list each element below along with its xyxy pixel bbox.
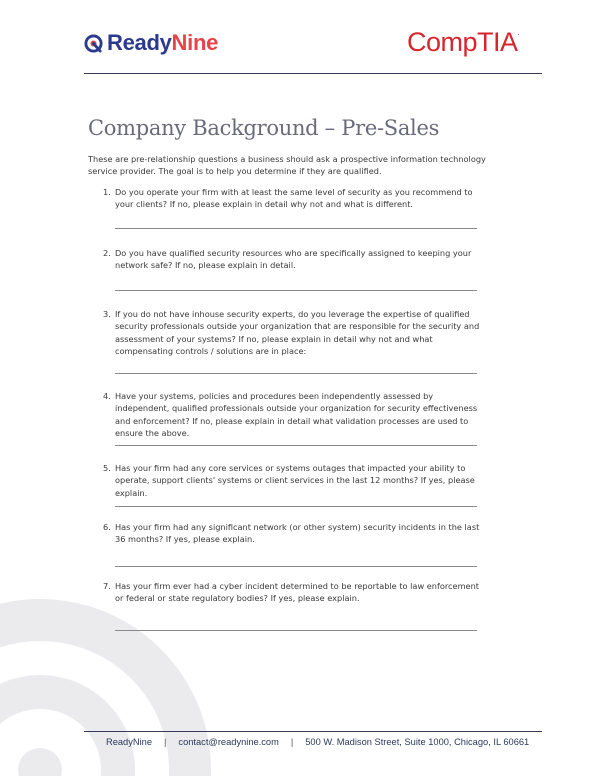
question-number: 1. bbox=[103, 187, 111, 197]
question-3 bbox=[103, 308, 483, 357]
footer-separator: | bbox=[164, 737, 167, 747]
answer-line-3[interactable] bbox=[115, 373, 477, 374]
question-number: 6. bbox=[103, 522, 111, 532]
answer-line-6[interactable] bbox=[115, 566, 477, 567]
answer-line-4[interactable] bbox=[115, 445, 477, 446]
footer-separator: | bbox=[290, 737, 294, 747]
footer-address: 500 W. Madison Street, Suite 1000, Chicago, IL 60661 bbox=[305, 737, 530, 747]
answer-line-2[interactable] bbox=[115, 290, 477, 291]
intro-paragraph: These are pre-relationship questions a business should ask a prospective information technology service provider. The goal is to help you determine if they are qualified. bbox=[88, 154, 486, 177]
question-number: 4. bbox=[103, 391, 111, 401]
footer-divider bbox=[84, 731, 542, 732]
question-text: Have your systems, policies and procedures been independently assessed by independent, qualified professionals outside your organization for security effectiveness and enforcement? If no, please explain in detail what validation processes are used to ensure the above. bbox=[115, 391, 478, 438]
answer-line-1[interactable] bbox=[115, 228, 477, 229]
question-2 bbox=[103, 247, 483, 272]
page-header bbox=[0, 0, 600, 75]
readynine-logo bbox=[84, 32, 218, 54]
footer-company: ReadyNine bbox=[106, 737, 152, 747]
question-number: 3. bbox=[103, 309, 111, 319]
footer-email-link[interactable]: contact@readynine.com bbox=[178, 737, 279, 747]
answer-line-7[interactable] bbox=[115, 630, 477, 631]
comptia-logo bbox=[407, 29, 519, 56]
answer-line-5[interactable] bbox=[115, 506, 477, 507]
question-text: Do you have qualified security resources who are specifically assigned to keeping your network safe? If no, please explain in detail. bbox=[115, 248, 472, 271]
question-text: If you do not have inhouse security experts, do you leverage the expertise of qualified security professionals outside your organization that are responsible for the security and assessment of your systems? If no, please explain in detail why not and what compensating controls / solutions are in place: bbox=[115, 309, 480, 356]
question-6 bbox=[103, 521, 483, 546]
comptia-logo-text: CompTIA bbox=[407, 27, 518, 57]
question-text: Has your firm had any significant network (or other system) security incidents in the last 36 months? If yes, please explain. bbox=[115, 522, 480, 545]
question-4 bbox=[103, 390, 483, 439]
question-7 bbox=[103, 580, 483, 605]
question-1 bbox=[103, 186, 483, 211]
readynine-target-icon bbox=[84, 34, 103, 53]
question-text: Has your firm ever had a cyber incident determined to be reportable to law enforcement or federal or state regulatory bodies? If yes, please explain. bbox=[115, 581, 479, 604]
page-title: Company Background – Pre-Sales bbox=[88, 116, 440, 140]
comptia-logo-mark: . bbox=[517, 28, 520, 37]
page-footer bbox=[106, 737, 529, 747]
question-text: Do you operate your firm with at least the same level of security as you recommend to your clients? If no, please explain in detail why not and what is different. bbox=[115, 187, 473, 210]
logo-text-ready: Ready bbox=[107, 30, 172, 55]
question-number: 5. bbox=[103, 463, 111, 473]
question-text: Has your firm had any core services or systems outages that impacted your ability to operate, support clients' systems or client services in the last 12 months? If yes, please explain. bbox=[115, 463, 475, 498]
question-number: 7. bbox=[103, 581, 111, 591]
question-number: 2. bbox=[103, 248, 111, 258]
header-divider bbox=[84, 73, 542, 74]
logo-text-nine: Nine bbox=[171, 30, 219, 55]
question-5 bbox=[103, 462, 483, 499]
